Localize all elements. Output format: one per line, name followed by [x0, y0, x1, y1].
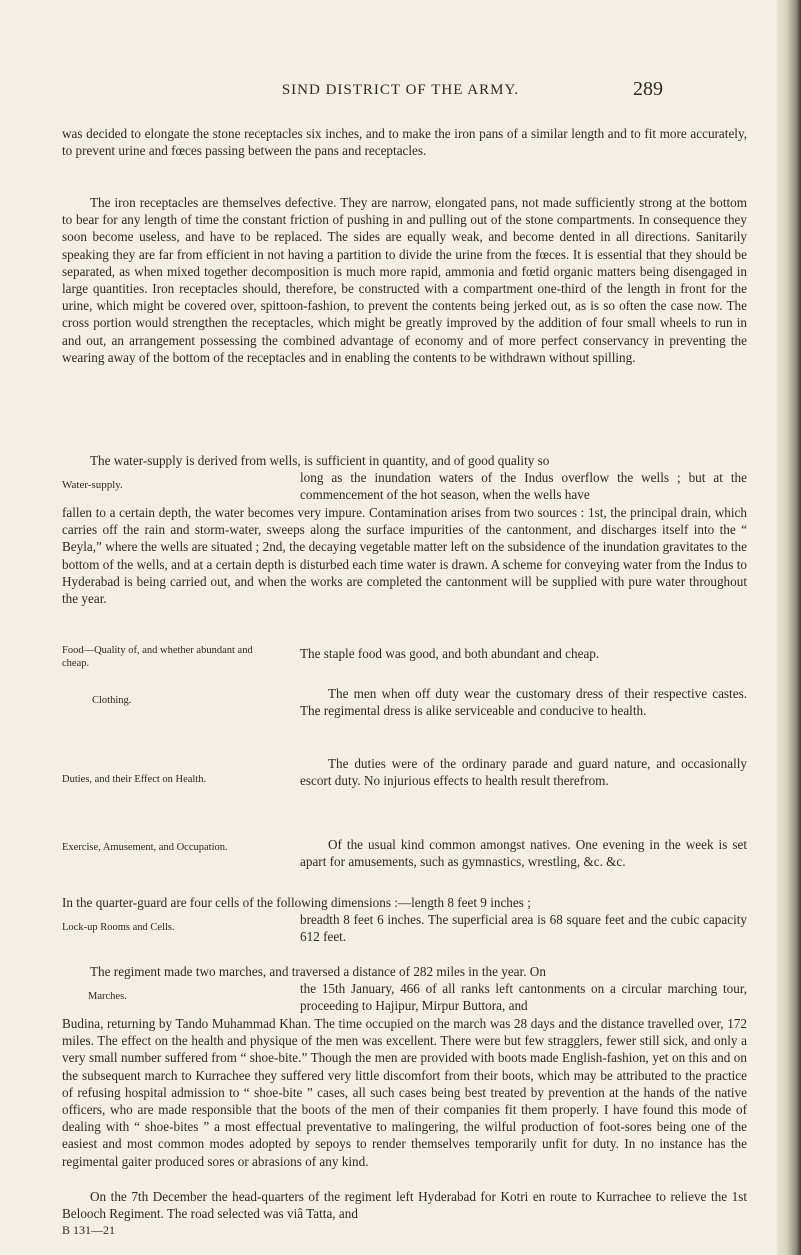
exercise-text: Of the usual kind common amongst natives. One evening in the week is set apart for amusements, such as gymnastics, wrestling, &c. &c. — [300, 837, 747, 870]
water-supply-rest: fallen to a certain depth, the water becomes very impure. Contamination arises from two sources : 1st, the principal drain, which carries off the rain and storm-water, sweeps along the surface impurities of the cantonment, and discharges itself into the “ Beyla,” where the wells are situated ; 2nd, the decaying vegetable matter left on the subsidence of the inundation gravitates to the bottom of the wells, and at a certain depth is disturbed each time water is drawn. A scheme for conveying water from the Indus to Hyderabad is being carried out, and when the works are completed the cantonment will be supplied with pure water throughout the year. — [62, 505, 747, 607]
marches-rest: Budina, returning by Tando Muhammad Khan. The time occupied on the march was 28 days and the distance travelled over, 172 miles. The effect on the health and physique of the men was excellent. There were but few stragglers, fewer still sick, and only a very small number suffered from “ shoe-bite.” Though the men are provided with boots made English-fashion, yet on this and on the subsequent march to Kurrachee they suffered very little discomfort from their boots, which may be attributed to the practice of refusing hospital admission to “ shoe-bite ” cases, all such cases being best treated by prevention at the hands of the native officers, who are made responsible that the boots of the men of their companies fit them properly. I have found this mode of dealing with “ shoe-bites ” a most effectual preventative to malingering, the wilful production of foot-sores being one of the easiest and most common modes adopted by sepoys to render themselves temporarily unfit for duty. In no instance has the regimental gaiter produced sores or abrasions of any kind. — [62, 1016, 747, 1169]
sidenote-marches: Marches. — [88, 991, 127, 1002]
sidenote-exercise: Exercise, Amusement, and Occupation. — [62, 842, 228, 853]
clothing-text: The men when off duty wear the customary dress of their respective castes. The regimental dress is alike serviceable and conducive to health. — [300, 686, 747, 719]
running-head: SIND DISTRICT OF THE ARMY. — [281, 82, 520, 98]
print-signature: B 131—21 — [62, 1223, 116, 1237]
marches-right: the 15th January, 466 of all ranks left cantonments on a circular marching tour, proceeding to Hajipur, Mirpur Buttora, and — [300, 981, 747, 1014]
marches-lead: The regiment made two marches, and traversed a distance of 282 miles in the year. On — [90, 964, 546, 979]
sidenote-food: Food—Quality of, and whether abundant and cheap. — [62, 645, 253, 669]
page-number: 289 — [633, 78, 663, 100]
book-binding-edge — [777, 0, 801, 1255]
lockup-right: breadth 8 feet 6 inches. The superficial area is 68 square feet and the cubic capacity 612 feet. — [300, 912, 747, 945]
duties-text: The duties were of the ordinary parade and guard nature, and occasionally escort duty. No injurious effects to health result therefrom. — [300, 756, 747, 789]
sidenote-clothing: Clothing. — [92, 695, 132, 706]
page-header — [0, 78, 801, 102]
sidenote-duties: Duties, and their Effect on Health. — [62, 774, 207, 785]
water-supply-lead: The water-supply is derived from wells, is sufficient in quantity, and of good quality so — [90, 453, 550, 468]
lockup-lead: In the quarter-guard are four cells of the following dimensions :—length 8 feet 9 inches ; — [62, 895, 531, 910]
sidenote-water-supply: Water-supply. — [62, 479, 123, 491]
paragraph-receptacles-continued: was decided to elongate the stone receptacles six inches, and to make the iron pans of a similar length and to fit more accurately, to prevent urine and fœces passing between the pans and receptacles. — [62, 126, 747, 159]
food-text: The staple food was good, and both abundant and cheap. — [300, 646, 600, 661]
sidenote-lockup: Lock-up Rooms and Cells. — [62, 922, 175, 933]
paragraph-december: On the 7th December the head-quarters of the regiment left Hyderabad for Kotri en route to Kurrachee to relieve the 1st Belooch Regiment. The road selected was viâ Tatta, and — [62, 1189, 747, 1222]
paragraph-iron-receptacles: The iron receptacles are themselves defective. They are narrow, elongated pans, not made sufficiently strong at the bottom to bear for any length of time the constant friction of pushing in and pulling out of the stone compartments. In consequence they soon become useless, and have to be replaced. The sides are equally weak, and become dented in all directions. Sanitarily speaking they are far from efficient in not having a partition to divide the urine from the fœces. It is essential that they should be separated, as when mixed together decomposition is much more rapid, ammonia and fœtid organic matters being disengaged in large quantities. Iron receptacles should, therefore, be constructed with a compartment one-third of the length in front for the urine, which might be covered over, spittoon-fashion, to prevent the contents being jerked out, as is so often the case now. The cross portion would strengthen the receptacles, which might be greatly improved by the addition of four small wheels to run in and out, an arrangement possessing the combined advantage of economy and of more perfect conservancy in preventing the wearing away of the bottom of the receptacles and in enabling the contents to be withdrawn without spilling. — [62, 195, 747, 365]
water-supply-right: long as the inundation waters of the Indus overflow the wells ; but at the commencement of the hot season, when the wells have — [300, 470, 747, 503]
